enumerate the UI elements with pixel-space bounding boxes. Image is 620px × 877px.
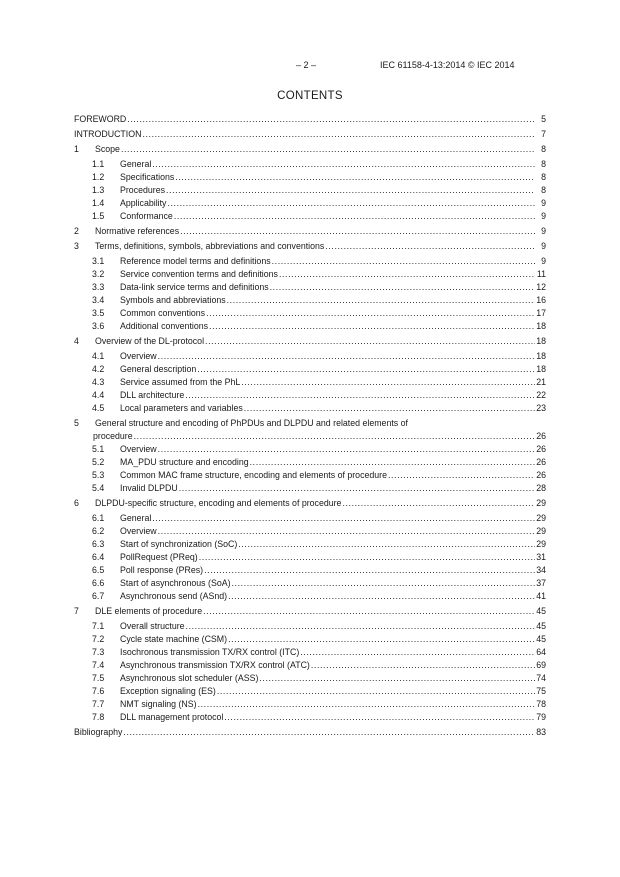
toc-entry[interactable] <box>74 711 546 724</box>
toc-entry-page: 29 <box>536 498 546 508</box>
toc-entry[interactable] <box>74 363 546 376</box>
toc-leader-dots <box>250 456 535 469</box>
toc-entry-page: 8 <box>541 172 546 182</box>
toc-entry-title: Terms, definitions, symbols, abbreviations and conventions <box>95 241 325 251</box>
toc-leader-dots <box>123 726 535 739</box>
toc-leader-dots <box>197 363 535 376</box>
toc-entry-number: 5.3 <box>92 470 105 480</box>
toc-leader-dots <box>166 184 535 197</box>
toc-entry-page: 74 <box>536 673 546 683</box>
toc-entry-title: Data-link service terms and definitions <box>120 282 269 292</box>
toc-leader-dots <box>227 294 535 307</box>
toc-entry[interactable] <box>74 469 546 482</box>
toc-leader-dots <box>279 268 535 281</box>
toc-entry-number: 2 <box>74 226 79 236</box>
toc-entry-title: Local parameters and variables <box>120 403 243 413</box>
toc-leader-dots <box>158 443 535 456</box>
toc-entry-page: 18 <box>536 336 546 346</box>
toc-entry-number: 3.6 <box>92 321 105 331</box>
toc-entry-page: 26 <box>536 470 546 480</box>
toc-entry-number: 4.2 <box>92 364 105 374</box>
toc-entry-page: 45 <box>536 634 546 644</box>
toc-entry-number: 7.3 <box>92 647 105 657</box>
toc-entry-title: Overview <box>120 351 157 361</box>
toc-entry[interactable] <box>74 443 546 456</box>
toc-entry-page: 45 <box>536 621 546 631</box>
toc-entry-page: 26 <box>536 444 546 454</box>
toc-entry-number: 3.5 <box>92 308 105 318</box>
toc-entry-title: Additional conventions <box>120 321 209 331</box>
toc-entry[interactable] <box>74 525 546 538</box>
toc-entry-number: 5 <box>74 418 79 428</box>
toc-entry-page: 18 <box>536 321 546 331</box>
toc-entry-page: 9 <box>541 241 546 251</box>
toc-entry[interactable] <box>74 240 546 253</box>
toc-leader-dots <box>175 171 535 184</box>
toc-entry-number: 7 <box>74 606 79 616</box>
toc-entry[interactable] <box>74 646 546 659</box>
toc-entry[interactable] <box>74 672 546 685</box>
toc-entry-number: 6.6 <box>92 578 105 588</box>
toc-entry-title: PollRequest (PReq) <box>120 552 198 562</box>
toc-entry[interactable] <box>74 350 546 363</box>
toc-entry[interactable] <box>74 497 546 510</box>
toc-entry-number: 4 <box>74 336 79 346</box>
toc-entry[interactable] <box>74 417 546 430</box>
toc-entry-page: 18 <box>536 364 546 374</box>
toc-entry-page: 75 <box>536 686 546 696</box>
toc-entry-title: Poll response (PRes) <box>120 565 204 575</box>
toc-leader-dots <box>158 525 535 538</box>
toc-entry[interactable] <box>74 620 546 633</box>
toc-leader-dots <box>228 590 535 603</box>
toc-entry-page: 5 <box>541 114 546 124</box>
toc-entry[interactable] <box>74 551 546 564</box>
toc-entry[interactable] <box>74 158 546 171</box>
toc-entry-number: 7.2 <box>92 634 105 644</box>
toc-entry-title: Service convention terms and definitions <box>120 269 278 279</box>
toc-entry[interactable] <box>74 726 546 739</box>
toc-leader-dots <box>204 564 535 577</box>
page-header <box>0 60 620 74</box>
toc-entry-page: 8 <box>541 159 546 169</box>
toc-entry[interactable] <box>74 113 546 126</box>
toc-entry-title: Conformance <box>120 211 173 221</box>
toc-entry[interactable] <box>74 402 546 415</box>
toc-leader-dots <box>342 497 535 510</box>
toc-entry-page: 45 <box>536 606 546 616</box>
toc-entry[interactable] <box>74 605 546 618</box>
toc-entry-title: General description <box>120 364 197 374</box>
toc-leader-dots <box>127 113 535 126</box>
toc-entry-title: DLL management protocol <box>120 712 224 722</box>
toc-entry[interactable] <box>74 320 546 333</box>
toc-entry-number: 3.4 <box>92 295 105 305</box>
toc-entry-page: 83 <box>536 727 546 737</box>
toc-entry-number: 5.2 <box>92 457 105 467</box>
toc-entry-page: 23 <box>536 403 546 413</box>
toc-leader-dots <box>209 320 535 333</box>
toc-entry-title: Asynchronous transmission TX/RX control (ATC) <box>120 660 310 670</box>
toc-entry-page: 17 <box>536 308 546 318</box>
toc-entry-title: Start of asynchronous (SoA) <box>120 578 231 588</box>
toc-entry-page: 26 <box>536 431 546 441</box>
standard-reference: IEC 61158-4-13:2014 © IEC 2014 <box>380 60 515 70</box>
toc-entry-page: 8 <box>541 144 546 154</box>
toc-leader-dots <box>185 389 535 402</box>
toc-leader-dots <box>186 620 535 633</box>
toc-leader-dots <box>205 335 535 348</box>
toc-entry-title: Invalid DLPDU <box>120 483 178 493</box>
toc-entry-title: Common conventions <box>120 308 206 318</box>
toc-entry-page: 37 <box>536 578 546 588</box>
toc-entry-number: 6.3 <box>92 539 105 549</box>
toc-entry-number: 7.7 <box>92 699 105 709</box>
toc-entry-page: 31 <box>536 552 546 562</box>
toc-leader-dots <box>180 225 535 238</box>
toc-leader-dots <box>206 307 535 320</box>
toc-entry[interactable] <box>74 456 546 469</box>
toc-leader-dots <box>152 158 535 171</box>
toc-entry-page: 12 <box>536 282 546 292</box>
toc-entry-page: 26 <box>536 457 546 467</box>
toc-entry-title: procedure <box>93 431 133 441</box>
toc-entry-title: Common MAC frame structure, encoding and elements of procedure <box>120 470 387 480</box>
toc-entry-title: Specifications <box>120 172 175 182</box>
toc-entry-title: General structure and encoding of PhPDUs and DLPDU and related elements of <box>95 418 408 428</box>
toc-leader-dots <box>270 281 535 294</box>
toc-entry-title: Asynchronous send (ASnd) <box>120 591 228 601</box>
toc-entry[interactable] <box>74 268 546 281</box>
toc-entry-page: 29 <box>536 513 546 523</box>
toc-entry-page: 21 <box>536 377 546 387</box>
toc-entry-number: 7.6 <box>92 686 105 696</box>
toc-entry-title: Reference model terms and definitions <box>120 256 271 266</box>
toc-entry-title: General <box>120 159 152 169</box>
toc-entry-number: 6.2 <box>92 526 105 536</box>
toc-entry-number: 1.1 <box>92 159 105 169</box>
toc-entry[interactable] <box>74 590 546 603</box>
toc-entry-number: 5.4 <box>92 483 105 493</box>
toc-entry[interactable] <box>74 633 546 646</box>
toc-entry-number: 4.1 <box>92 351 105 361</box>
toc-entry-title: FOREWORD <box>74 114 127 124</box>
toc-entry-number: 6.4 <box>92 552 105 562</box>
toc-entry-title: Cycle state machine (CSM) <box>120 634 228 644</box>
toc-entry[interactable] <box>74 143 546 156</box>
toc-entry-number: 7.1 <box>92 621 105 631</box>
toc-entry[interactable] <box>74 538 546 551</box>
toc-entry-number: 3 <box>74 241 79 251</box>
table-of-contents <box>74 113 546 739</box>
toc-entry-number: 6.7 <box>92 591 105 601</box>
toc-entry-number: 6.1 <box>92 513 105 523</box>
toc-entry-page: 28 <box>536 483 546 493</box>
toc-entry[interactable] <box>74 184 546 197</box>
toc-entry-title: Overall structure <box>120 621 185 631</box>
toc-leader-dots <box>174 210 535 223</box>
toc-entry-page: 29 <box>536 539 546 549</box>
toc-entry-number: 3.1 <box>92 256 105 266</box>
toc-entry-page: 69 <box>536 660 546 670</box>
toc-entry-page: 22 <box>536 390 546 400</box>
contents-title: CONTENTS <box>277 90 343 102</box>
toc-entry[interactable] <box>74 430 546 443</box>
toc-entry-page: 9 <box>541 211 546 221</box>
toc-entry-page: 64 <box>536 647 546 657</box>
toc-leader-dots <box>199 551 535 564</box>
toc-entry[interactable] <box>74 210 546 223</box>
toc-entry-title: Isochronous transmission TX/RX control (ITC) <box>120 647 300 657</box>
toc-entry-title: Start of synchronization (SoC) <box>120 539 238 549</box>
toc-entry-number: 3.3 <box>92 282 105 292</box>
toc-leader-dots <box>272 255 535 268</box>
toc-leader-dots <box>244 402 535 415</box>
toc-entry-number: 1.5 <box>92 211 105 221</box>
toc-leader-dots <box>311 659 535 672</box>
toc-entry-number: 1 <box>74 144 79 154</box>
toc-entry-number: 4.3 <box>92 377 105 387</box>
toc-entry-page: 11 <box>536 269 546 279</box>
toc-leader-dots <box>325 240 535 253</box>
toc-entry-title: Bibliography <box>74 727 123 737</box>
toc-entry-page: 79 <box>536 712 546 722</box>
toc-entry[interactable] <box>74 376 546 389</box>
toc-entry-page: 9 <box>541 256 546 266</box>
toc-leader-dots <box>167 197 535 210</box>
toc-entry-page: 16 <box>536 295 546 305</box>
toc-entry-title: INTRODUCTION <box>74 129 142 139</box>
toc-leader-dots <box>232 577 535 590</box>
toc-entry-page: 7 <box>541 129 546 139</box>
toc-leader-dots <box>217 685 535 698</box>
toc-entry[interactable] <box>74 307 546 320</box>
toc-entry-number: 4.5 <box>92 403 105 413</box>
toc-entry-number: 1.2 <box>92 172 105 182</box>
toc-entry-number: 6 <box>74 498 79 508</box>
toc-entry-title: Procedures <box>120 185 165 195</box>
toc-leader-dots <box>142 128 535 141</box>
toc-entry-title: Exception signaling (ES) <box>120 686 216 696</box>
toc-entry[interactable] <box>74 255 546 268</box>
toc-entry-title: NMT signaling (NS) <box>120 699 197 709</box>
toc-entry[interactable] <box>74 128 546 141</box>
toc-entry[interactable] <box>74 197 546 210</box>
toc-entry-number: 6.5 <box>92 565 105 575</box>
toc-leader-dots <box>241 376 535 389</box>
toc-entry-title: Service assumed from the PhL <box>120 377 241 387</box>
toc-entry-page: 8 <box>541 185 546 195</box>
toc-entry-page: 29 <box>536 526 546 536</box>
toc-leader-dots <box>134 430 535 443</box>
toc-leader-dots <box>300 646 535 659</box>
toc-entry[interactable] <box>74 389 546 402</box>
toc-leader-dots <box>203 605 535 618</box>
toc-entry-number: 5.1 <box>92 444 105 454</box>
page-number: – 2 – <box>296 60 317 70</box>
toc-entry-page: 41 <box>536 591 546 601</box>
toc-leader-dots <box>238 538 535 551</box>
toc-entry[interactable] <box>74 512 546 525</box>
toc-leader-dots <box>121 143 535 156</box>
toc-entry-title: General <box>120 513 152 523</box>
toc-entry-title: Scope <box>95 144 120 154</box>
toc-entry-number: 7.8 <box>92 712 105 722</box>
toc-leader-dots <box>224 711 535 724</box>
toc-leader-dots <box>259 672 535 685</box>
toc-entry[interactable] <box>74 335 546 348</box>
toc-entry[interactable] <box>74 171 546 184</box>
toc-entry-title: Overview <box>120 526 157 536</box>
toc-leader-dots <box>388 469 535 482</box>
toc-entry-number: 1.3 <box>92 185 105 195</box>
toc-entry-title: DLPDU-specific structure, encoding and elements of procedure <box>95 498 342 508</box>
toc-entry-title: DLL architecture <box>120 390 185 400</box>
toc-entry[interactable] <box>74 294 546 307</box>
toc-entry-title: Overview of the DL-protocol <box>95 336 205 346</box>
toc-entry-title: DLE elements of procedure <box>95 606 203 616</box>
toc-entry-title: Normative references <box>95 226 180 236</box>
toc-entry[interactable] <box>74 577 546 590</box>
toc-entry[interactable] <box>74 482 546 495</box>
toc-entry[interactable] <box>74 564 546 577</box>
toc-entry[interactable] <box>74 659 546 672</box>
toc-entry-title: Applicability <box>120 198 167 208</box>
toc-entry-number: 7.5 <box>92 673 105 683</box>
toc-entry-title: MA_PDU structure and encoding <box>120 457 249 467</box>
toc-entry-number: 1.4 <box>92 198 105 208</box>
toc-entry-page: 9 <box>541 198 546 208</box>
toc-entry-page: 9 <box>541 226 546 236</box>
toc-entry[interactable] <box>74 685 546 698</box>
toc-entry-title: Symbols and abbreviations <box>120 295 226 305</box>
toc-entry-title: Overview <box>120 444 157 454</box>
toc-leader-dots <box>228 633 535 646</box>
toc-entry-number: 3.2 <box>92 269 105 279</box>
toc-leader-dots <box>198 698 535 711</box>
toc-entry-number: 4.4 <box>92 390 105 400</box>
toc-leader-dots <box>179 482 535 495</box>
toc-entry-page: 18 <box>536 351 546 361</box>
toc-entry-page: 34 <box>536 565 546 575</box>
toc-leader-dots <box>158 350 535 363</box>
toc-entry-number: 7.4 <box>92 660 105 670</box>
toc-entry[interactable] <box>74 225 546 238</box>
toc-entry[interactable] <box>74 281 546 294</box>
toc-leader-dots <box>152 512 535 525</box>
toc-entry[interactable] <box>74 698 546 711</box>
toc-entry-title: Asynchronous slot scheduler (ASS) <box>120 673 259 683</box>
toc-entry-page: 78 <box>536 699 546 709</box>
